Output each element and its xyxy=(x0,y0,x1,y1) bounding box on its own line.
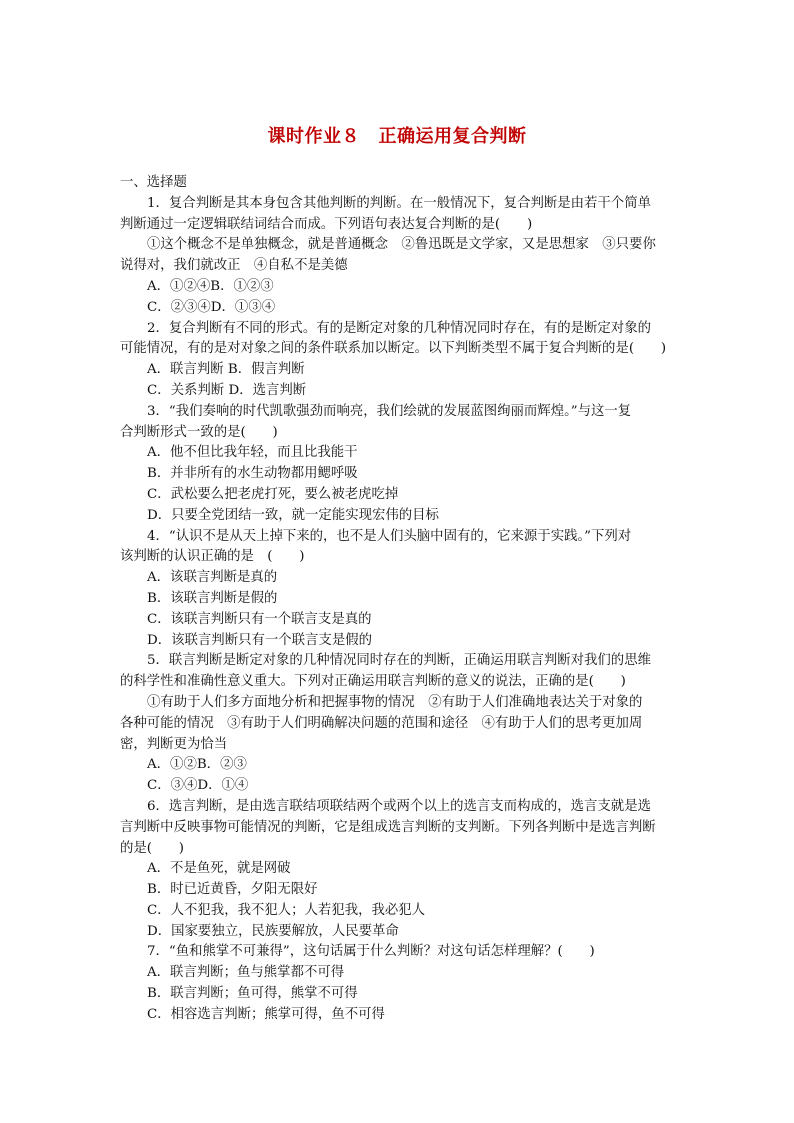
q6-option-c: C．人不犯我，我不犯人；人若犯我，我必犯人 xyxy=(147,902,426,918)
q6-option-a: A．不是鱼死，就是网破 xyxy=(147,861,291,877)
q4-option-a: A．该联言判断是真的 xyxy=(147,570,278,586)
q4-option-d: D．该联言判断只有一个联言支是假的 xyxy=(147,632,372,648)
q1-stem: 1．复合判断是其本身包含其他判断的判断。在一般情况下，复合判断是由若干个简单 xyxy=(147,195,651,211)
q5-statements: ①有助于人们多方面地分析和把握事物的情况 ②有助于人们准确地表达关于对象的 xyxy=(147,694,643,710)
q4-stem: 该判断的认识正确的是 ( ) xyxy=(120,549,305,565)
q4-option-c: C．该联言判断只有一个联言支是真的 xyxy=(147,611,372,627)
q1-stem: 判断通过一定逻辑联结词结合而成。下列语句表达复合判断的是( ) xyxy=(120,216,533,232)
q5-stem: 的科学性和准确性意义重大。下列对正确运用联言判断的意义的说法，正确的是( ) xyxy=(120,674,626,690)
q6-option-b: B．时已近黄昏，夕阳无限好 xyxy=(147,882,318,898)
q5-options: A．①②B．②③ xyxy=(147,757,247,773)
question-list xyxy=(120,173,680,1026)
q7-option-b: B．联言判断；鱼可得，熊掌不可得 xyxy=(147,986,358,1002)
q2-options: C．关系判断 D．选言判断 xyxy=(147,382,307,398)
q6-stem: 6．选言判断，是由选言联结项联结两个或两个以上的选言支而构成的，选言支就是选 xyxy=(147,798,651,814)
q3-option-a: A．他不但比我年轻，而且比我能干 xyxy=(147,445,358,461)
q1-options: C．②③④D．①③④ xyxy=(147,299,276,315)
q6-stem: 言判断中反映事物可能情况的判断，它是组成选言判断的支判断。下列各判断中是选言判断 xyxy=(120,819,656,835)
q1-statements: 说得对，我们就改正 ④自私不是美德 xyxy=(120,258,348,274)
q3-option-c: C．武松要么把老虎打死，要么被老虎吃掉 xyxy=(147,486,399,502)
q6-option-d: D．国家要独立，民族要解放，人民要革命 xyxy=(147,923,399,939)
page-title: 课时作业８ 正确运用复合判断 xyxy=(267,126,527,147)
q6-stem: 的是( ) xyxy=(120,840,185,856)
q2-stem: 2．复合判断有不同的形式。有的是断定对象的几种情况同时存在，有的是断定对象的 xyxy=(147,320,651,336)
section-heading: 一、选择题 xyxy=(120,175,187,190)
q5-statements: 密，判断更为恰当 xyxy=(120,736,228,752)
q3-option-b: B．并非所有的水生动物都用鳃呼吸 xyxy=(147,466,358,482)
q2-stem: 可能情况，有的是对对象之间的条件联系加以断定。以下判断类型不属于复合判断的是( ) xyxy=(120,341,667,357)
q3-stem: 合判断形式一致的是( ) xyxy=(120,424,278,440)
q3-option-d: D．只要全党团结一致，就一定能实现宏伟的目标 xyxy=(147,507,439,523)
q3-stem: 3．“我们奏响的时代凯歌强劲而响亮，我们绘就的发展蓝图绚丽而辉煌。”与这一复 xyxy=(147,403,632,419)
q7-stem: 7．“鱼和熊掌不可兼得”，这句话属于什么判断？对这句话怎样理解？( ) xyxy=(147,944,595,960)
q5-stem: 5．联言判断是断定对象的几种情况同时存在的判断，正确运用联言判断对我们的思维 xyxy=(147,653,651,669)
q1-statements: ①这个概念不是单独概念，就是普通概念 ②鲁迅既是文学家，又是思想家 ③只要你 xyxy=(147,237,656,253)
q4-stem: 4．“认识不是从天上掉下来的，也不是人们头脑中固有的，它来源于实践。”下列对 xyxy=(147,528,632,544)
q7-option-a: A．联言判断；鱼与熊掌都不可得 xyxy=(147,965,345,981)
q2-options: A．联言判断 B．假言判断 xyxy=(147,362,305,378)
q4-option-b: B．该联言判断是假的 xyxy=(147,590,278,606)
q5-statements: 各种可能的情况 ③有助于人们明确解决问题的范围和途径 ④有助于人们的思考更加周 xyxy=(120,715,643,731)
q5-options: C．③④D．①④ xyxy=(147,778,249,794)
q7-option-c: C．相容选言判断；熊掌可得，鱼不可得 xyxy=(147,1006,385,1022)
q1-options: A．①②④B．①②③ xyxy=(147,278,274,294)
